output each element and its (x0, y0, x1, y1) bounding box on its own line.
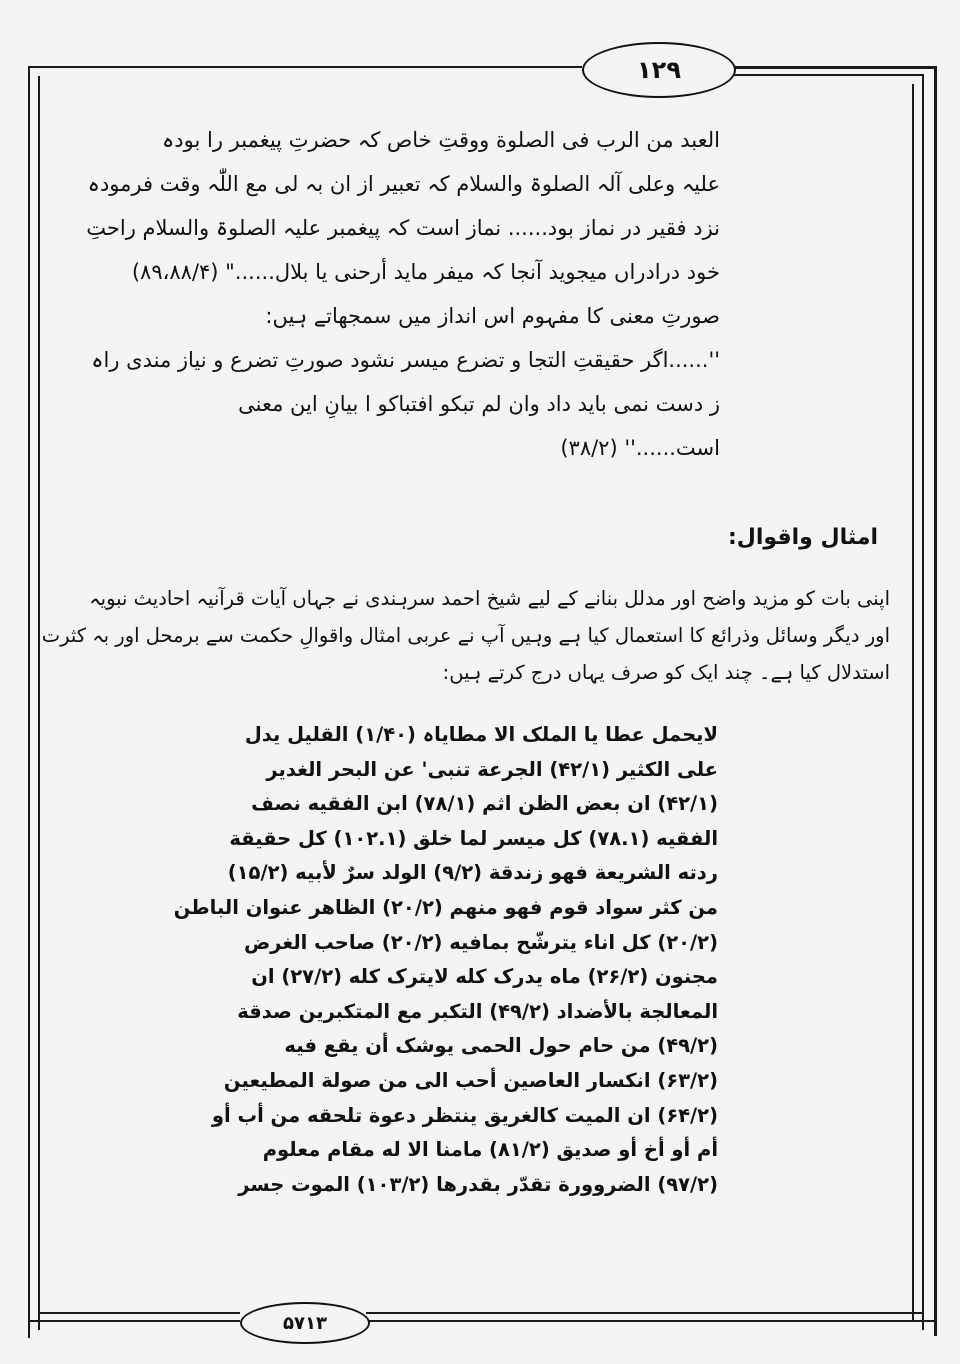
saying-line: (۴۹/۲) من حام حول الحمی یوشک أن یقع فیه (284, 1034, 718, 1058)
body-paragraph (41, 580, 890, 691)
saying-line: من كثر سواد قوم فهو منهم (۲۰/۲) الظاهر عنوان الباطن (173, 895, 718, 919)
paragraph-line: اپنی بات کو مزید واضح اور مدلل بنانے کے لیے شیخ احمد سرہندی نے جہاں آیات قرآنیہ احادیث نبویہ (89, 587, 890, 610)
footer-code-oval (240, 1302, 370, 1344)
quote-line: صورتِ معنی کا مفہوم اس انداز میں سمجھاتے ہیں: (265, 304, 720, 328)
saying-line: (۶۳/۲) انكسار العاصین أحب الى من صولة المطیعین (223, 1068, 718, 1092)
section-heading: امثال واقوال: (728, 525, 878, 550)
saying-line: (۹۷/۲) الضروورة تقدّر بقدرها (۱۰۳/۲) الموت جسر (238, 1172, 718, 1196)
saying-line: على الكثیر (۴۲/۱) الجرعة تنبی' عن البحر الغدیر (266, 757, 718, 781)
page-number-oval (582, 42, 736, 98)
frame-left-line-inner (38, 76, 40, 1330)
frame-bottom-line-left (28, 1320, 240, 1322)
saying-line: المعالجة بالأضداد (۴۹/۲) التكبر مع المتكبرین صدقة (237, 999, 718, 1023)
frame-top-left-line (28, 66, 582, 68)
saying-line: (۲۰/۲) کل اناء یترشّح بمافیه (۲۰/۲) صاحب الغرض (243, 930, 718, 954)
quote-line: خود درادراں میجوید آنجا کہ میفر ماید أرحنى یا بلال......" (۸۹،۸۸/۴) (131, 260, 720, 284)
frame-bottom-line-right (366, 1320, 936, 1322)
saying-line: (۴۲/۱) ان بعض الظن اثم (۷۸/۱) ابن الفقیه نصف (251, 792, 718, 816)
frame-top-line (734, 66, 934, 69)
frame-bottom-line-left-inner (38, 1312, 240, 1314)
frame-right-line-third (912, 84, 914, 1320)
paragraph-line: استدلال کیا ہے۔ چند ایک کو صرف یہاں درج کرتے ہیں: (442, 661, 890, 684)
arabic-sayings-block (173, 718, 718, 1202)
frame-right-line-outer (934, 66, 937, 1336)
frame-top-line-inner (734, 74, 924, 76)
quote-line: است......'' (۳۸/۲) (560, 436, 720, 460)
quote-line: ''......اگر حقیقتِ التجا و تضرع میسر نشود صورتِ تضرع و نیاز مندی راہ (91, 348, 720, 372)
quoted-persian-block (86, 118, 720, 470)
saying-line: (۶۴/۲) ان المیت كالغریق ینتظر دعوة تلحقه من أب أو (211, 1103, 718, 1127)
quote-line: ز دست نمی باید داد وان لم تبکو افتباکو ا بیانِ این معنی (238, 392, 720, 416)
quote-line: نزد فقیر در نماز بود...... نماز است کہ پیغمبر علیہ الصلوۃ والسلام راحتِ (86, 216, 720, 240)
frame-bottom-line-right-inner (366, 1312, 924, 1314)
saying-line: لایحمل عطا یا الملک الا مطایاہ (۱/۴۰) القلیل یدل (244, 723, 718, 746)
paragraph-line: اور دیگر وسائل وذرائع کا استعمال کیا ہے وہیں آپ نے عربی امثال واقوالِ حکمت سے برمحل اور بہ کثرت (41, 624, 890, 647)
saying-line: أم أو أخ أو صدیق (۸۱/۲) مامنا الا له مقام معلوم (262, 1138, 718, 1162)
quote-line: علیہ وعلی آلہ الصلوۃ والسلام کہ تعبیر از ان بہ لی مع اللّٰہ وقت فرمودہ (87, 172, 720, 196)
footer-code: ۵۷۱۳ (283, 1312, 327, 1334)
page-number: ۱۲۹ (637, 56, 681, 84)
saying-line: ردته الشریعة فهو زندقة (۹/۲) الولد سرٌ لأبیه (۱۵/۲) (227, 861, 718, 885)
saying-line: مجنون (۲۶/۲) ماه یدرک کله لایترک کله (۲۷/۲) ان (251, 965, 718, 989)
quote-line: العبد من الرب فى الصلوة ووقتِ خاص کہ حضرتِ پیغمبر را بودہ (161, 128, 720, 152)
saying-line: الفقیه (۷۸.۱) کل میسر لما خلق (۱۰۲.۱) کل حقیقة (229, 826, 718, 850)
frame-left-line-outer (28, 66, 30, 1338)
frame-right-line-inner (922, 74, 924, 1330)
